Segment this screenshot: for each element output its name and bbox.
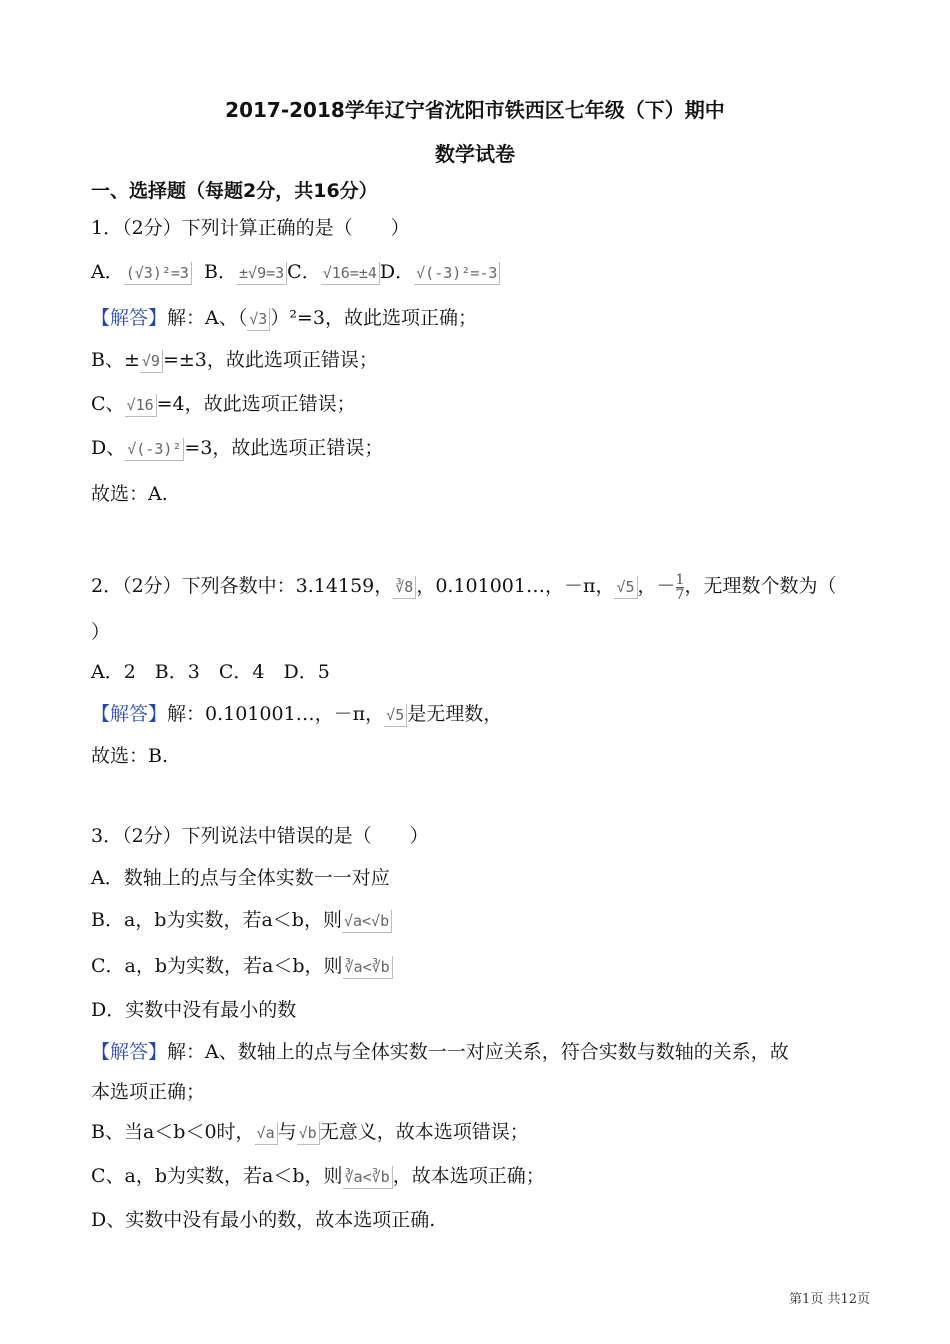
q2-frac-den: 7 [675,586,685,603]
q2-stem-math-2: √5 [614,576,637,599]
q1-ans-b-post: =±3，故此选项正错误； [162,349,378,371]
q2-stem-mid2: ，－ [637,575,676,597]
q1-ans-d-post: =3，故此选项正错误； [184,437,384,459]
q3-ans-b-pre: B、当a＜b＜0时， [91,1121,255,1143]
section-heading: 一、选择题（每题2分，共16分） [91,180,378,202]
q1-ans-b-math: √9 [140,350,163,373]
q1-ans-c-post: =4，故此选项正错误； [156,393,356,415]
q3-ans-b-math-2: √b [297,1122,320,1145]
q3-opt-b [91,906,890,934]
q3-opt-b-pre: B．a，b为实数，若a＜b，则 [91,909,342,931]
q1-ans-d-math: √(-3)² [125,438,184,461]
q1-opt-d-math: √(-3)²=-3 [414,262,500,285]
q3-ans-c-pre: C、a，b为实数，若a＜b，则 [91,1165,343,1187]
q2-options: A．2 B．3 C．4 D．5 [91,661,330,683]
q1-ans-a-pre: 解：A、（ [167,307,248,329]
q2-stem-mid: ，0.101001…，－π， [416,575,615,597]
q3-ans-c-post: ，故本选项正确； [392,1165,545,1187]
q2-stem [91,572,890,602]
q3-ans-b-math-1: √a [255,1122,278,1145]
q3-answer-a2: 本选项正确； [91,1081,206,1103]
q3-ans-b-mid: 与 [277,1121,297,1143]
q1-opt-a-label: A． [91,261,124,283]
title-line-2: 数学试卷 [435,142,515,166]
q1-opt-c-label: C． [287,261,321,283]
q1-stem: 1．（2分）下列计算正确的是（ ） [91,217,410,239]
q3-answer-b [91,1118,890,1146]
q1-opt-b-label: B． [204,261,238,283]
q1-choose: 故选：A. [91,483,168,505]
q3-opt-d: D．实数中没有最小的数 [91,999,297,1021]
q1-ans-d-pre: D、 [91,437,126,459]
q2-stem-post: ，无理数个数为（ [684,575,837,597]
q1-answer-a [91,304,890,332]
answer-tag: 【解答】 [91,703,168,725]
q3-answer-c [91,1162,890,1190]
q2-answer [91,700,890,728]
answer-tag: 【解答】 [91,307,168,329]
q2-ans-math: √5 [384,704,407,727]
q3-ans-c-math: ∛a<∛b [343,1166,393,1189]
q1-options [91,258,890,286]
q2-frac-num: 1 [675,571,685,588]
q1-ans-c-pre: C、 [91,393,125,415]
q2-stem-math-1: ∛8 [393,576,416,599]
q1-ans-c-math: √16 [125,394,157,417]
q3-opt-b-math: √a<√b [342,910,392,933]
q1-ans-b-pre: B、± [91,349,140,371]
q1-opt-c-math: √16=±4 [321,262,380,285]
q3-stem: 3．（2分）下列说法中错误的是（ ） [91,825,429,847]
q3-opt-c [91,952,890,980]
q2-ans-pre: 解：0.101001…，－π， [167,703,385,725]
q2-ans-post: 是无理数， [407,703,503,725]
q2-choose: 故选：B. [91,745,169,767]
q1-answer-b [91,346,890,374]
page-footer: 第1页 共12页 [789,1292,870,1307]
q3-opt-c-math: ∛a<∛b [343,956,393,979]
q1-opt-d-label: D． [379,261,415,283]
q1-opt-a-math: (√3)²=3 [124,262,192,285]
title-line-1: 2017-2018学年辽宁省沈阳市铁西区七年级（下）期中 [225,98,725,122]
q1-opt-b-math: ±√9=3 [237,262,287,285]
q1-ans-a-post: ）²=3，故此选项正确； [270,307,477,329]
q1-answer-c [91,390,890,418]
q2-stem-pre: 2．（2分）下列各数中：3.14159， [91,575,394,597]
q3-ans-a: 解：A、数轴上的点与全体实数一一对应关系，符合实数与数轴的关系，故 [167,1041,789,1063]
q2-stem-close: ） [91,621,111,643]
q3-opt-a: A．数轴上的点与全体实数一一对应 [91,867,390,889]
q3-ans-b-post: 无意义，故本选项错误； [319,1121,529,1143]
q3-opt-c-pre: C．a，b为实数，若a＜b，则 [91,955,343,977]
q1-ans-a-math: √3 [247,308,270,331]
q3-answer-d: D、实数中没有最小的数，故本选项正确. [91,1209,436,1231]
answer-tag: 【解答】 [91,1041,168,1063]
q3-answer-a [91,1038,890,1066]
q1-answer-d [91,434,890,462]
